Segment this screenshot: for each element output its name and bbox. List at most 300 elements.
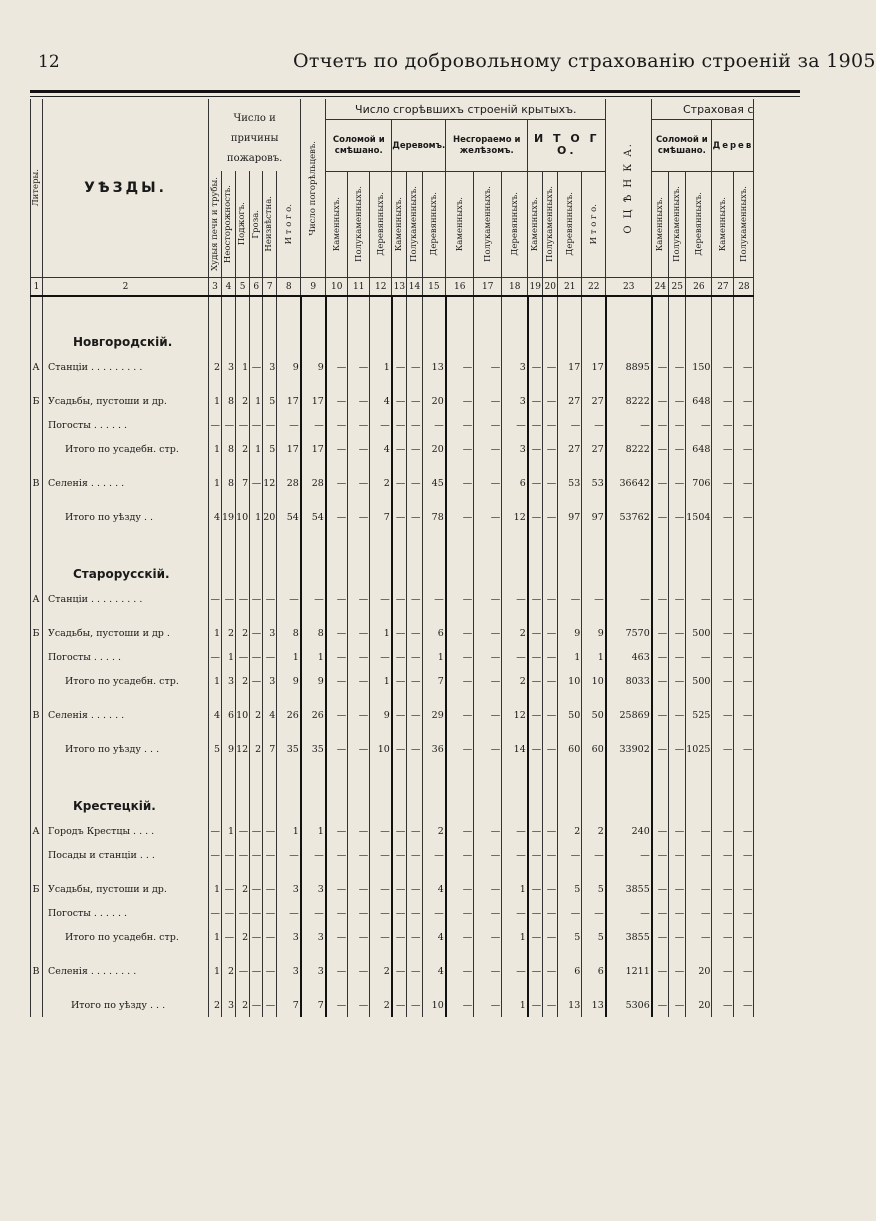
data-cell: — <box>734 925 754 949</box>
empty-cell <box>502 727 528 737</box>
data-cell: 6 <box>582 959 606 983</box>
bt-stone: Каменныхъ. <box>392 171 407 278</box>
data-cell: — <box>606 587 652 611</box>
data-cell: — <box>558 587 582 611</box>
data-cell: 8 <box>277 621 301 645</box>
empty-cell <box>652 867 669 877</box>
row-letter <box>31 645 43 669</box>
data-cell: — <box>712 621 734 645</box>
data-cell: — <box>446 505 474 529</box>
data-cell: — <box>392 355 407 379</box>
subheader-straw: Соломой и смѣшано. <box>326 120 392 171</box>
data-cell: — <box>407 413 422 437</box>
empty-cell <box>236 693 250 703</box>
header-fires-group: Число и причины пожаровъ. <box>209 99 301 171</box>
data-cell: 53 <box>558 471 582 495</box>
data-cell: 4 <box>422 959 446 983</box>
data-cell: — <box>348 959 370 983</box>
data-cell: 1 <box>558 645 582 669</box>
data-cell: — <box>543 901 558 925</box>
data-cell: — <box>263 843 277 867</box>
data-cell: — <box>422 587 446 611</box>
data-cell: — <box>474 471 502 495</box>
data-cell: — <box>222 901 236 925</box>
data-cell: — <box>446 389 474 413</box>
data-cell: 1 <box>370 621 392 645</box>
section-title: Старорусскій. <box>43 529 209 587</box>
empty-cell <box>474 529 502 587</box>
data-cell: — <box>348 471 370 495</box>
data-cell: — <box>407 737 422 761</box>
empty-cell <box>528 611 543 621</box>
empty-cell <box>236 461 250 471</box>
empty-cell <box>712 495 734 505</box>
empty-cell <box>652 495 669 505</box>
empty-cell <box>263 296 277 355</box>
empty-cell <box>236 727 250 737</box>
data-cell: — <box>348 621 370 645</box>
empty-cell <box>301 867 326 877</box>
data-cell: — <box>474 413 502 437</box>
data-cell: — <box>263 645 277 669</box>
empty-cell <box>407 461 422 471</box>
data-cell: — <box>250 355 263 379</box>
empty-cell <box>348 727 370 737</box>
data-cell: 2 <box>422 819 446 843</box>
data-cell: — <box>652 621 669 645</box>
data-cell: — <box>446 413 474 437</box>
empty-cell <box>370 611 392 621</box>
empty-cell <box>422 761 446 819</box>
data-cell: — <box>669 587 686 611</box>
data-cell: 14 <box>502 737 528 761</box>
table-body <box>31 296 754 1017</box>
table-row <box>31 737 754 761</box>
data-cell: — <box>326 843 348 867</box>
data-cell: — <box>326 925 348 949</box>
empty-cell <box>712 727 734 737</box>
data-cell: 28 <box>301 471 326 495</box>
empty-cell <box>236 529 250 587</box>
row-letter <box>31 505 43 529</box>
data-cell: — <box>686 587 712 611</box>
data-cell: 8 <box>222 389 236 413</box>
empty-cell <box>236 949 250 959</box>
column-number: 22 <box>582 278 606 297</box>
empty-cell <box>734 693 754 703</box>
data-cell: 9 <box>558 621 582 645</box>
column-numbers-row <box>31 278 754 297</box>
data-cell: — <box>446 925 474 949</box>
column-number: 3 <box>209 278 222 297</box>
empty-cell <box>326 693 348 703</box>
empty-cell <box>474 461 502 471</box>
empty-cell <box>712 296 734 355</box>
empty-cell <box>43 727 209 737</box>
data-cell: 1 <box>250 437 263 461</box>
empty-cell <box>528 867 543 877</box>
data-cell: — <box>652 413 669 437</box>
empty-cell <box>543 693 558 703</box>
data-cell: 4 <box>209 703 222 727</box>
empty-cell <box>582 983 606 993</box>
empty-cell <box>686 949 712 959</box>
bt-stone: Каменныхъ. <box>652 171 669 278</box>
data-cell: 240 <box>606 819 652 843</box>
data-cell: — <box>543 645 558 669</box>
empty-cell <box>712 867 734 877</box>
data-cell: — <box>326 621 348 645</box>
data-cell: — <box>734 621 754 645</box>
data-cell: — <box>407 587 422 611</box>
data-cell: — <box>669 993 686 1017</box>
empty-cell <box>558 611 582 621</box>
row-label: Итого по уѣзду . . . <box>43 737 209 761</box>
data-cell: — <box>392 505 407 529</box>
data-cell: 3 <box>277 959 301 983</box>
column-number: 7 <box>263 278 277 297</box>
data-cell: — <box>734 843 754 867</box>
data-cell: — <box>222 587 236 611</box>
data-cell: — <box>348 843 370 867</box>
data-cell: 3 <box>263 355 277 379</box>
data-cell: 36642 <box>606 471 652 495</box>
empty-cell <box>558 949 582 959</box>
data-cell: 3 <box>222 669 236 693</box>
column-number: 26 <box>686 278 712 297</box>
statistics-table <box>30 99 754 1017</box>
data-cell: 2 <box>209 993 222 1017</box>
empty-cell <box>222 727 236 737</box>
data-cell: — <box>236 819 250 843</box>
table-row <box>31 669 754 693</box>
empty-cell <box>250 461 263 471</box>
data-cell: — <box>446 819 474 843</box>
empty-cell <box>301 983 326 993</box>
empty-cell <box>669 296 686 355</box>
data-cell: — <box>543 959 558 983</box>
empty-cell <box>446 529 474 587</box>
empty-cell <box>43 983 209 993</box>
data-cell: — <box>263 901 277 925</box>
data-cell: — <box>392 587 407 611</box>
data-cell: — <box>543 587 558 611</box>
data-cell: — <box>301 413 326 437</box>
row-letter <box>31 901 43 925</box>
column-number: 13 <box>392 278 407 297</box>
data-cell: — <box>652 737 669 761</box>
data-cell: 2 <box>222 621 236 645</box>
data-cell: 3 <box>301 877 326 901</box>
data-cell: — <box>712 355 734 379</box>
empty-cell <box>446 983 474 993</box>
column-number: 6 <box>250 278 263 297</box>
data-cell: — <box>712 413 734 437</box>
data-cell: — <box>263 819 277 843</box>
data-cell: — <box>652 959 669 983</box>
row-label: Станціи . . . . . . . . . <box>43 587 209 611</box>
data-cell: — <box>407 437 422 461</box>
empty-cell <box>209 495 222 505</box>
column-number: 2 <box>43 278 209 297</box>
data-cell: — <box>301 843 326 867</box>
data-cell: — <box>712 645 734 669</box>
data-cell: — <box>543 413 558 437</box>
data-cell: — <box>250 471 263 495</box>
empty-cell <box>326 727 348 737</box>
empty-cell <box>502 529 528 587</box>
empty-cell <box>422 529 446 587</box>
empty-cell <box>43 611 209 621</box>
data-cell: — <box>712 703 734 727</box>
empty-cell <box>669 529 686 587</box>
section-row <box>31 761 754 819</box>
data-cell: — <box>686 901 712 925</box>
empty-cell <box>734 949 754 959</box>
empty-cell <box>392 693 407 703</box>
data-cell: — <box>326 645 348 669</box>
data-cell: — <box>528 877 543 901</box>
empty-cell <box>606 983 652 993</box>
table-row <box>31 703 754 727</box>
bt-wood: Деревянныхъ. <box>422 171 446 278</box>
data-cell: 6 <box>502 471 528 495</box>
empty-cell <box>236 379 250 389</box>
data-cell: 2 <box>502 669 528 693</box>
data-cell: 3855 <box>606 877 652 901</box>
spacer-row <box>31 867 754 877</box>
data-cell: 3 <box>263 621 277 645</box>
empty-cell <box>392 867 407 877</box>
data-cell: — <box>422 413 446 437</box>
empty-cell <box>222 461 236 471</box>
empty-cell <box>392 983 407 993</box>
empty-cell <box>528 529 543 587</box>
data-cell: — <box>502 645 528 669</box>
empty-cell <box>446 495 474 505</box>
data-cell: — <box>301 901 326 925</box>
data-cell: — <box>392 621 407 645</box>
data-cell: — <box>277 843 301 867</box>
section-row <box>31 529 754 587</box>
empty-cell <box>392 296 407 355</box>
empty-cell <box>263 867 277 877</box>
row-label: Селенія . . . . . . <box>43 703 209 727</box>
empty-cell <box>543 296 558 355</box>
data-cell: — <box>712 471 734 495</box>
data-cell: — <box>236 959 250 983</box>
empty-cell <box>558 761 582 819</box>
data-cell: 12 <box>263 471 277 495</box>
empty-cell <box>31 693 43 703</box>
section-row <box>31 296 754 355</box>
data-cell: — <box>446 737 474 761</box>
empty-cell <box>263 693 277 703</box>
header-insurance-group: Страховая с <box>652 99 754 120</box>
row-label: Погосты . . . . . <box>43 645 209 669</box>
data-cell: 648 <box>686 437 712 461</box>
empty-cell <box>209 296 222 355</box>
data-cell: — <box>543 819 558 843</box>
data-cell: 27 <box>558 389 582 413</box>
empty-cell <box>301 529 326 587</box>
empty-cell <box>209 727 222 737</box>
empty-cell <box>474 693 502 703</box>
data-cell: 50 <box>582 703 606 727</box>
data-cell: 500 <box>686 669 712 693</box>
empty-cell <box>502 296 528 355</box>
section-title: Новгородскій. <box>43 296 209 355</box>
data-cell: — <box>407 645 422 669</box>
empty-cell <box>502 495 528 505</box>
empty-cell <box>558 867 582 877</box>
data-cell: — <box>528 621 543 645</box>
empty-cell <box>209 949 222 959</box>
empty-cell <box>370 727 392 737</box>
data-cell: 6 <box>422 621 446 645</box>
bt-semi: Полукаменныхъ. <box>669 171 686 278</box>
column-number: 28 <box>734 278 754 297</box>
empty-cell <box>502 761 528 819</box>
empty-cell <box>669 727 686 737</box>
data-cell: — <box>502 819 528 843</box>
data-cell: — <box>502 843 528 867</box>
row-label: Усадьбы, пустоши и др. <box>43 389 209 413</box>
empty-cell <box>222 296 236 355</box>
data-cell: 17 <box>582 355 606 379</box>
empty-cell <box>582 296 606 355</box>
bt-wood: Деревянныхъ. <box>502 171 528 278</box>
data-cell: 1 <box>301 819 326 843</box>
bt-total: И т о г о. <box>582 171 606 278</box>
empty-cell <box>348 611 370 621</box>
empty-cell <box>558 693 582 703</box>
data-cell: 1 <box>502 925 528 949</box>
data-cell: 5 <box>558 877 582 901</box>
empty-cell <box>502 611 528 621</box>
data-cell: 10 <box>370 737 392 761</box>
data-cell: — <box>669 645 686 669</box>
data-cell: — <box>652 901 669 925</box>
empty-cell <box>31 983 43 993</box>
data-cell: — <box>277 901 301 925</box>
data-cell: 78 <box>422 505 446 529</box>
row-label: Усадьбы, пустоши и др . <box>43 621 209 645</box>
empty-cell <box>348 529 370 587</box>
row-label: Селенія . . . . . . . . <box>43 959 209 983</box>
data-cell: — <box>669 621 686 645</box>
data-cell: 5 <box>582 925 606 949</box>
empty-cell <box>686 461 712 471</box>
data-cell: — <box>528 437 543 461</box>
empty-cell <box>326 296 348 355</box>
data-cell: — <box>209 901 222 925</box>
section-title: Крестецкій. <box>43 761 209 819</box>
row-letter <box>31 993 43 1017</box>
data-cell: 2 <box>222 959 236 983</box>
empty-cell <box>669 761 686 819</box>
empty-cell <box>686 761 712 819</box>
empty-cell <box>326 461 348 471</box>
row-label: Итого по уѣзду . . . <box>43 993 209 1017</box>
bt-wood: Деревянныхъ. <box>686 171 712 278</box>
data-cell: — <box>734 389 754 413</box>
data-cell: 1 <box>502 877 528 901</box>
data-cell: 10 <box>422 993 446 1017</box>
data-cell: — <box>652 471 669 495</box>
data-cell: — <box>474 819 502 843</box>
data-cell: — <box>209 843 222 867</box>
data-cell: 53 <box>582 471 606 495</box>
table-row <box>31 437 754 461</box>
data-cell: — <box>474 355 502 379</box>
data-cell: — <box>392 471 407 495</box>
empty-cell <box>734 611 754 621</box>
row-label: Посады и станціи . . . <box>43 843 209 867</box>
data-cell: 53762 <box>606 505 652 529</box>
data-cell: 33902 <box>606 737 652 761</box>
data-cell: — <box>712 843 734 867</box>
empty-cell <box>502 949 528 959</box>
data-cell: 1 <box>209 471 222 495</box>
data-cell: 3 <box>222 355 236 379</box>
data-cell: 17 <box>301 389 326 413</box>
row-label: Итого по усадебн. стр. <box>43 925 209 949</box>
empty-cell <box>558 296 582 355</box>
data-cell: 2 <box>236 389 250 413</box>
data-cell: 20 <box>686 993 712 1017</box>
data-cell: — <box>209 819 222 843</box>
empty-cell <box>606 296 652 355</box>
data-cell: — <box>712 737 734 761</box>
data-cell: — <box>250 621 263 645</box>
data-cell: — <box>392 437 407 461</box>
data-cell: — <box>392 645 407 669</box>
empty-cell <box>250 611 263 621</box>
data-cell: — <box>652 925 669 949</box>
empty-cell <box>277 461 301 471</box>
empty-cell <box>222 529 236 587</box>
data-cell: 2 <box>582 819 606 843</box>
data-cell: — <box>502 959 528 983</box>
empty-cell <box>263 495 277 505</box>
data-cell: 17 <box>558 355 582 379</box>
empty-cell <box>669 693 686 703</box>
data-cell: — <box>250 645 263 669</box>
data-cell: — <box>528 389 543 413</box>
data-cell: — <box>652 703 669 727</box>
cause-total: И т о г о. <box>277 171 301 278</box>
data-cell: 1504 <box>686 505 712 529</box>
empty-cell <box>222 495 236 505</box>
table-row <box>31 413 754 437</box>
empty-cell <box>277 693 301 703</box>
empty-cell <box>543 761 558 819</box>
data-cell: — <box>392 877 407 901</box>
table-row <box>31 819 754 843</box>
data-cell: — <box>348 437 370 461</box>
empty-cell <box>582 727 606 737</box>
data-cell: — <box>263 925 277 949</box>
data-cell: — <box>686 645 712 669</box>
data-cell: — <box>543 993 558 1017</box>
empty-cell <box>348 867 370 877</box>
data-cell: — <box>348 901 370 925</box>
empty-cell <box>301 727 326 737</box>
data-cell: — <box>652 587 669 611</box>
empty-cell <box>301 296 326 355</box>
empty-cell <box>606 529 652 587</box>
